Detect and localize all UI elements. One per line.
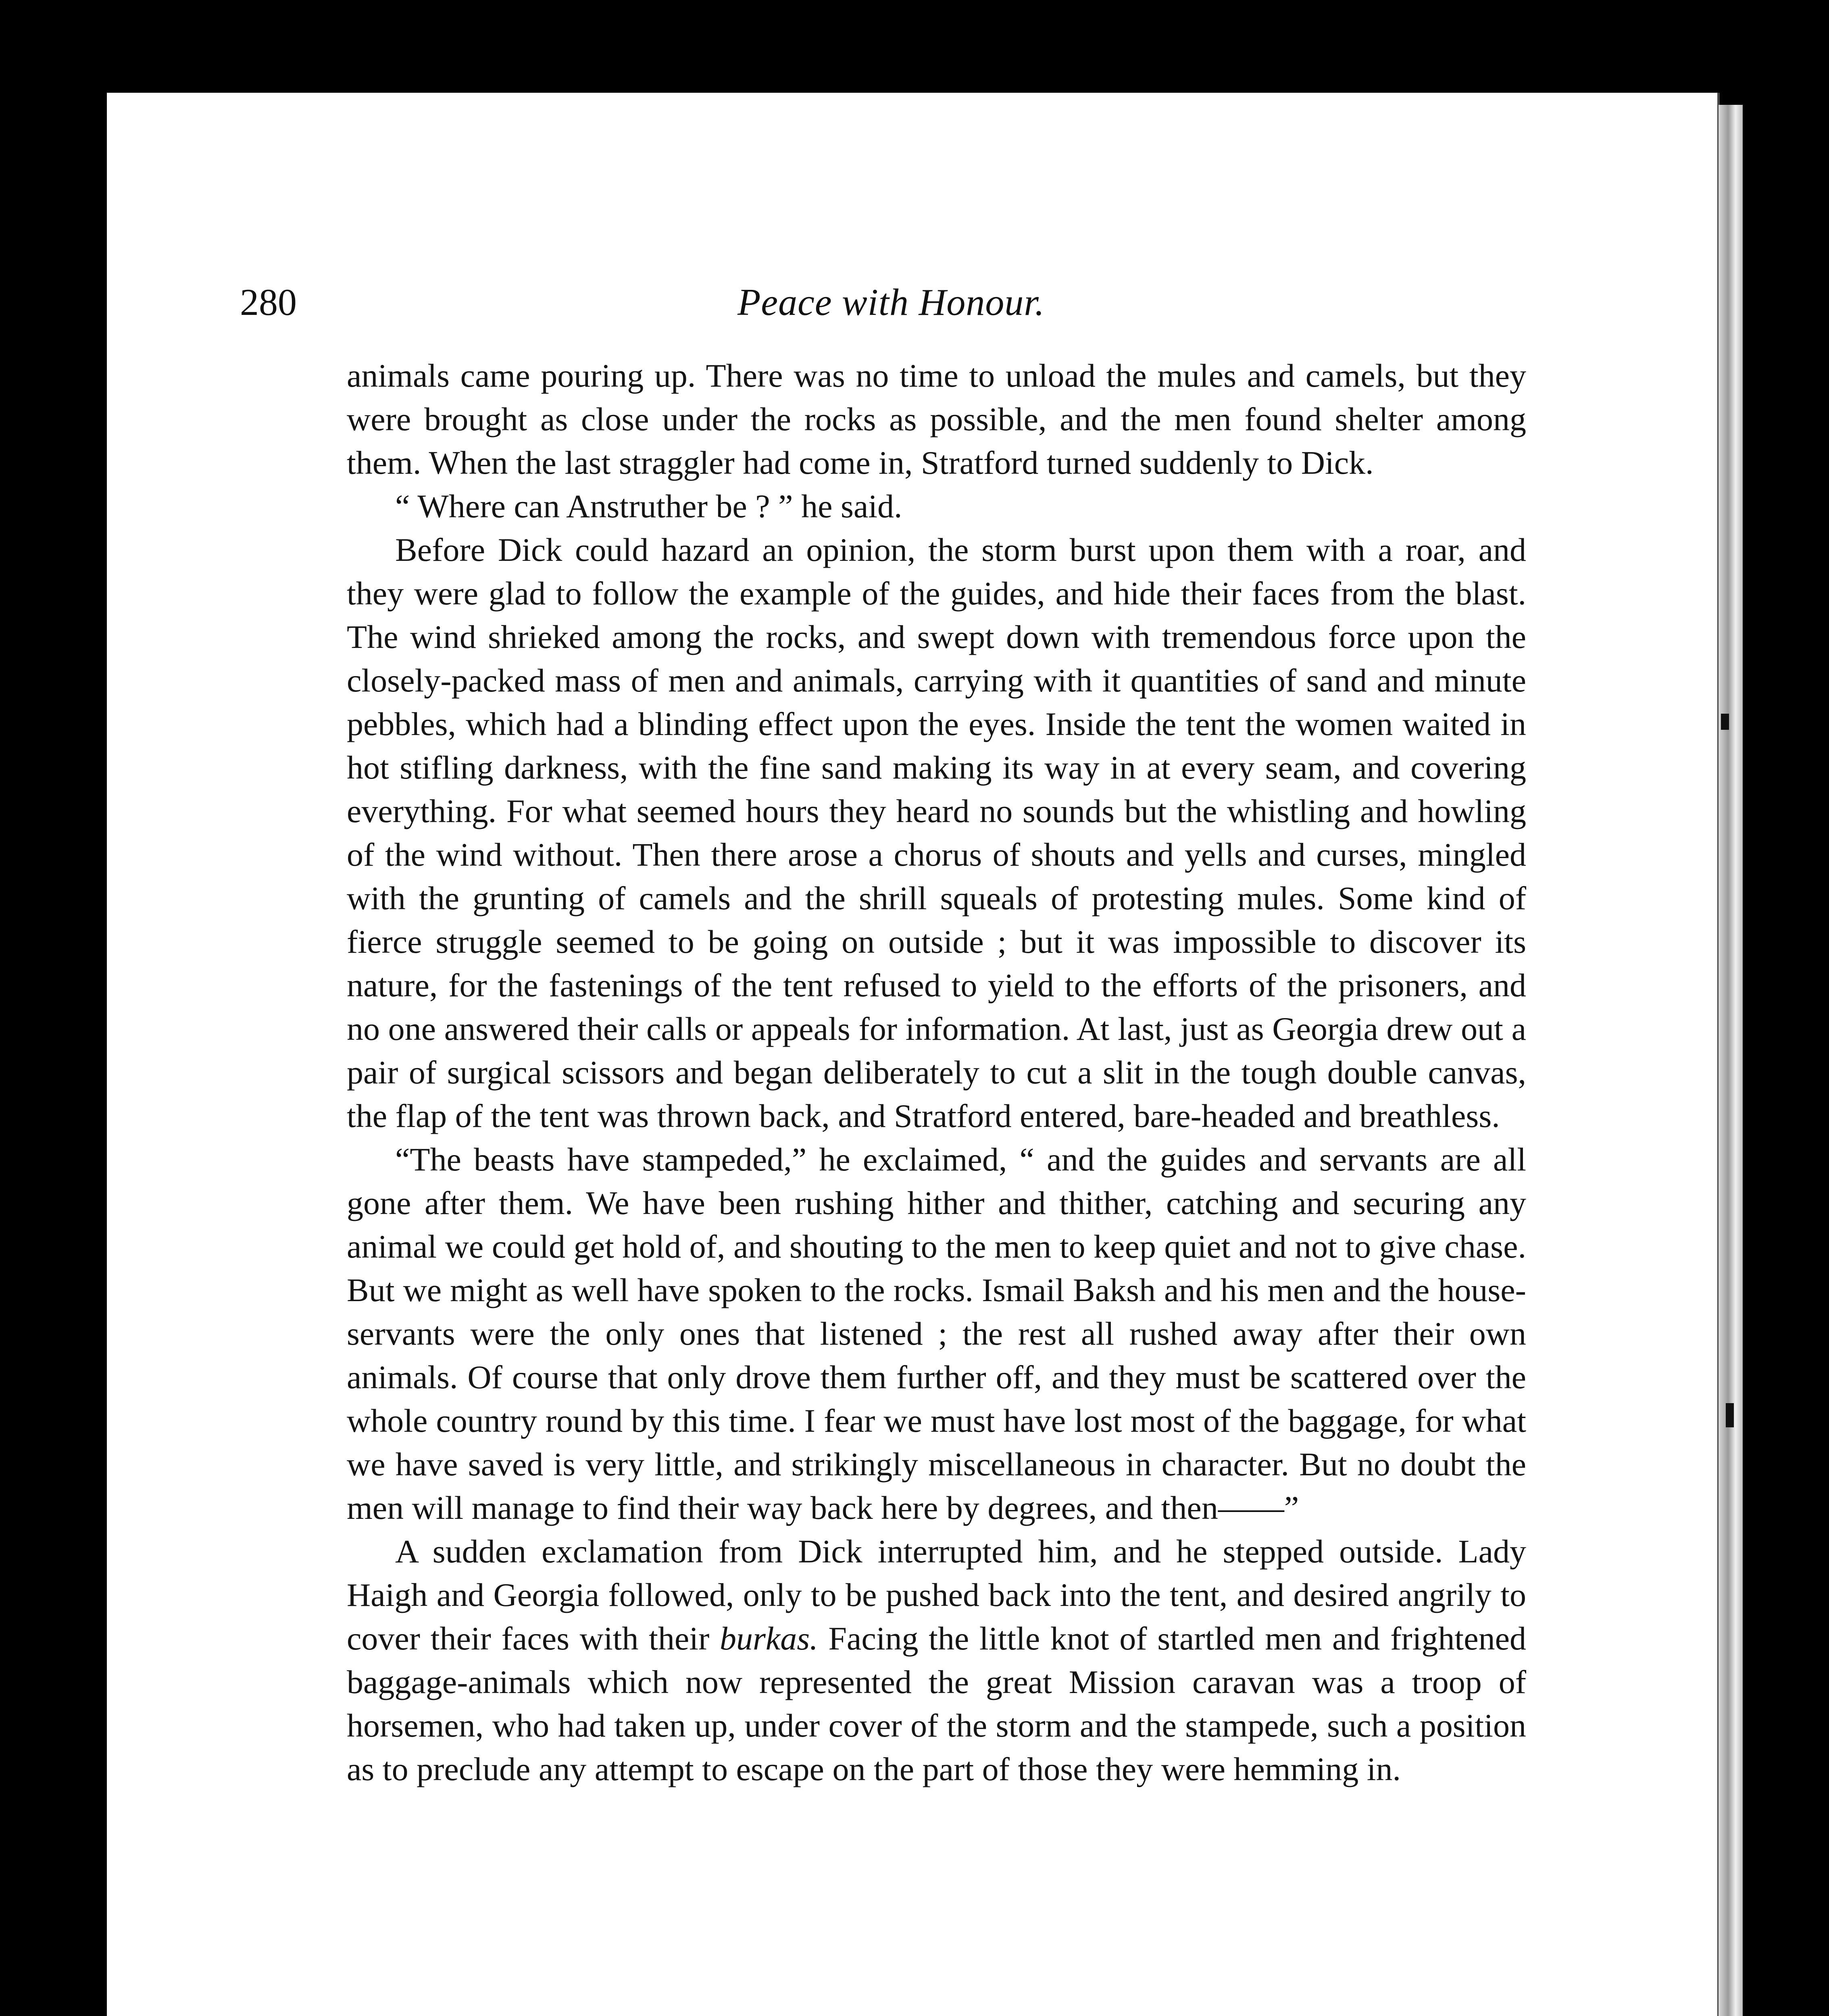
- running-head: Peace with Honour.: [737, 281, 1045, 323]
- paragraph: Before Dick could hazard an opinion, the storm burst upon them with a roar, and they were glad to follow the example of the guides, and hide their faces from the blast. The wind shrieked among the rocks, and swept down with tremendous force upon the closely-packed mass of men and animals, carrying with it quantities of sand and minute pebbles, which had a blinding effect upon the eyes. Inside the tent the women waited in hot stifling darkness, with the fine sand making its way in at every seam, and covering everything. For what seemed hours they heard no sounds but the whistling and howling of the wind without. Then there arose a chorus of shouts and yells and curses, mingled with the grunting of camels and the shrill squeals of protesting mules. Some kind of fierce struggle seemed to be going on outside ; but it was impossible to discover its nature, for the fastenings of the tent refused to yield to the efforts of the prisoners, and no one answered their calls or appeals for information. At last, just as Georgia drew out a pair of surgical scissors and began deliberately to cut a slit in the tough double canvas, the flap of the tent was thrown back, and Stratford entered, bare-headed and breathless.: [347, 531, 1526, 1134]
- page-number: 280: [240, 281, 297, 323]
- paragraph-text: Facing the little knot of startled men and frightened baggage-animals which now represented the great Mission caravan was a troop of horsemen, who had taken up, under cover of the storm and the stampede, such a position as to preclude any attempt to escape on the part of those they were hemming in.: [347, 1620, 1526, 1787]
- body-text: [347, 354, 1526, 1791]
- paragraph: “The beasts have stampeded,” he exclaimed, “ and the guides and servants are all gone after them. We have been rushing hither and thither, catching and securing any animal we could get hold of, and shouting to the men to keep quiet and not to give chase. But we might as well have spoken to the rocks. Ismail Baksh and his men and the house-servants were the only ones that listened ; the rest all rushed away after their own animals. Of course that only drove them further off, and they must be scattered over the whole country round by this time. I fear we must have lost most of the baggage, for what we have saved is very little, and strikingly miscellaneous in character. But no doubt the men will manage to find their way back here by degrees, and then——”: [347, 1141, 1526, 1526]
- paragraph-text: A sudden exclamation from Dick interrupted him, and he stepped outside. Lady Haigh and Georgia followed, only to be pushed back into the tent, and desired angrily to cover their faces with their: [347, 1533, 1526, 1657]
- paragraph: [347, 1530, 1526, 1791]
- page-header: [240, 274, 1542, 331]
- binding-mark: [1726, 1403, 1734, 1427]
- paragraph: animals came pouring up. There was no time to unload the mules and camels, but they were brought as close under the rocks as possible, and the men found shelter among them. When the last straggler had come in, Stratford turned suddenly to Dick.: [347, 357, 1526, 481]
- italic-word: burkas.: [719, 1620, 818, 1657]
- paragraph: “ Where can Anstruther be ? ” he said.: [395, 488, 902, 525]
- binding-mark: [1721, 714, 1729, 730]
- page-edge: [1719, 105, 1743, 2016]
